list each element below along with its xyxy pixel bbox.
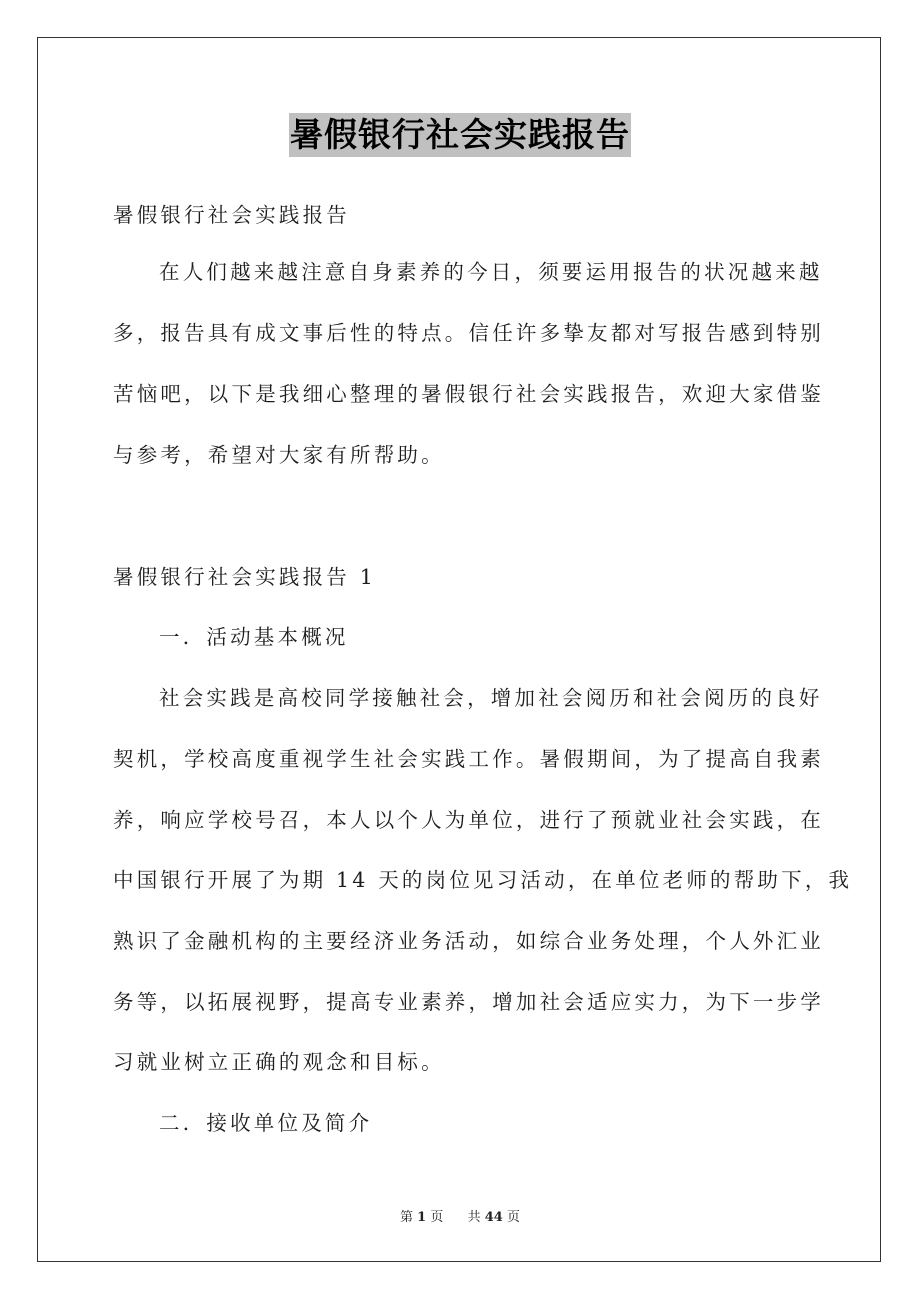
total-suffix: 页	[507, 1210, 521, 1225]
intro-paragraph-line: 多，报告具有成文事后性的特点。信任许多挚友都对写报告感到特别	[113, 321, 824, 345]
body-paragraph-line: 习就业树立正确的观念和目标。	[113, 1050, 445, 1074]
document-title-container	[0, 113, 920, 157]
page-suffix: 页	[430, 1210, 444, 1225]
body-paragraph-line: 务等，以拓展视野，提高专业素养，增加社会适应实力，为下一步学	[113, 990, 824, 1014]
document-title: 暑假银行社会实践报告	[289, 113, 631, 157]
heading-activity-overview: 一．活动基本概况	[159, 625, 349, 649]
heading-receiving-unit: 二．接收单位及简介	[159, 1111, 373, 1135]
intro-paragraph-line: 苦恼吧，以下是我细心整理的暑假银行社会实践报告，欢迎大家借鉴	[113, 382, 824, 406]
body-paragraph-line: 养，响应学校号召，本人以个人为单位，进行了预就业社会实践，在	[113, 808, 824, 832]
total-pages-number: 44	[484, 1210, 503, 1225]
document-subtitle: 暑假银行社会实践报告	[113, 203, 350, 227]
page-footer	[0, 1206, 920, 1225]
body-paragraph-line: 熟识了金融机构的主要经济业务活动，如综合业务处理，个人外汇业	[113, 929, 824, 953]
intro-paragraph-line: 在人们越来越注意自身素养的今日，须要运用报告的状况越来越	[159, 260, 823, 284]
body-paragraph-line: 社会实践是高校同学接触社会，增加社会阅历和社会阅历的良好	[159, 686, 823, 710]
page-prefix: 第	[399, 1210, 413, 1225]
current-page-number: 1	[417, 1210, 427, 1225]
intro-paragraph-line: 与参考，希望对大家有所帮助。	[113, 443, 445, 467]
total-prefix: 共	[467, 1210, 481, 1225]
body-paragraph-line: 中国银行开展了为期 14 天的岗位见习活动，在单位老师的帮助下，我	[113, 868, 853, 892]
body-paragraph-line: 契机，学校高度重视学生社会实践工作。暑假期间，为了提高自我素	[113, 747, 824, 771]
section-title: 暑假银行社会实践报告 1	[113, 565, 376, 589]
